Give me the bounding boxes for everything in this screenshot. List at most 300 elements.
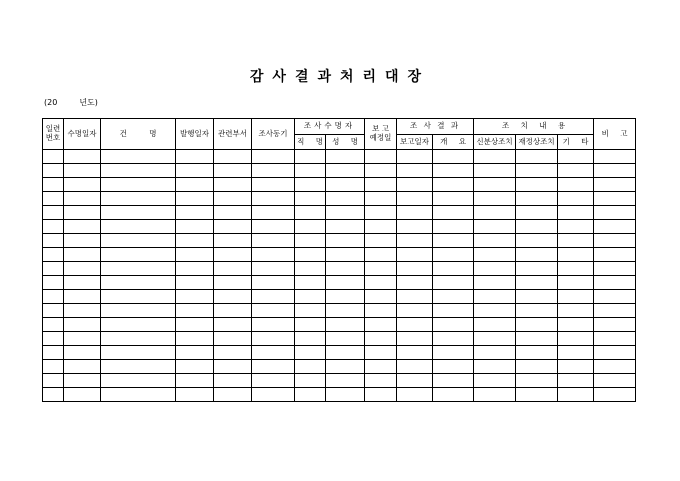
table-cell bbox=[474, 248, 516, 262]
table-row bbox=[43, 262, 636, 276]
table-cell bbox=[516, 192, 558, 206]
table-cell bbox=[295, 290, 326, 304]
header-remarks: 비 고 bbox=[594, 119, 636, 150]
table-cell bbox=[365, 276, 397, 290]
header-case-name: 건 명 bbox=[101, 119, 176, 150]
table-cell bbox=[64, 234, 101, 248]
table-cell bbox=[433, 262, 474, 276]
table-cell bbox=[101, 360, 176, 374]
table-cell bbox=[252, 150, 295, 164]
table-row bbox=[43, 346, 636, 360]
header-action-details: 조 치 내 용 bbox=[474, 119, 594, 135]
table-cell bbox=[558, 164, 594, 178]
table-cell bbox=[101, 164, 176, 178]
table-cell bbox=[295, 178, 326, 192]
table-cell bbox=[176, 248, 214, 262]
table-cell bbox=[295, 360, 326, 374]
table-cell bbox=[252, 276, 295, 290]
table-cell bbox=[516, 150, 558, 164]
table-row bbox=[43, 150, 636, 164]
table-cell bbox=[176, 290, 214, 304]
table-cell bbox=[594, 332, 636, 346]
table-cell bbox=[594, 290, 636, 304]
table-cell bbox=[101, 150, 176, 164]
table-cell bbox=[101, 220, 176, 234]
table-cell bbox=[326, 206, 365, 220]
table-cell bbox=[252, 346, 295, 360]
table-cell bbox=[295, 192, 326, 206]
table-cell bbox=[558, 262, 594, 276]
table-cell bbox=[397, 388, 433, 402]
table-row bbox=[43, 318, 636, 332]
table-cell bbox=[433, 346, 474, 360]
header-report-date: 보고일자 bbox=[397, 135, 433, 150]
table-cell bbox=[397, 150, 433, 164]
table-cell bbox=[474, 192, 516, 206]
table-cell bbox=[516, 304, 558, 318]
table-cell bbox=[433, 304, 474, 318]
table-cell bbox=[214, 262, 252, 276]
table-cell bbox=[326, 388, 365, 402]
table-cell bbox=[326, 346, 365, 360]
table-cell bbox=[516, 164, 558, 178]
table-cell bbox=[214, 388, 252, 402]
table-cell bbox=[295, 304, 326, 318]
table-cell bbox=[43, 248, 64, 262]
table-cell bbox=[252, 234, 295, 248]
audit-results-ledger-table bbox=[42, 118, 636, 402]
table-cell bbox=[594, 206, 636, 220]
table-row bbox=[43, 206, 636, 220]
table-cell bbox=[64, 192, 101, 206]
table-cell bbox=[558, 276, 594, 290]
table-cell bbox=[326, 234, 365, 248]
table-cell bbox=[295, 276, 326, 290]
table-cell bbox=[433, 234, 474, 248]
table-cell bbox=[397, 360, 433, 374]
table-row bbox=[43, 332, 636, 346]
table-cell bbox=[295, 248, 326, 262]
table-cell bbox=[516, 220, 558, 234]
table-cell bbox=[326, 360, 365, 374]
table-cell bbox=[365, 220, 397, 234]
table-cell bbox=[365, 248, 397, 262]
table-cell bbox=[252, 178, 295, 192]
table-cell bbox=[594, 150, 636, 164]
table-cell bbox=[101, 262, 176, 276]
table-cell bbox=[214, 360, 252, 374]
table-cell bbox=[397, 192, 433, 206]
table-cell bbox=[295, 318, 326, 332]
header-investigator: 조사수명자 bbox=[295, 119, 365, 135]
table-cell bbox=[326, 164, 365, 178]
table-cell bbox=[558, 206, 594, 220]
table-cell bbox=[433, 388, 474, 402]
table-cell bbox=[326, 248, 365, 262]
table-cell bbox=[474, 178, 516, 192]
table-cell bbox=[397, 262, 433, 276]
table-cell bbox=[101, 388, 176, 402]
table-cell bbox=[516, 276, 558, 290]
table-cell bbox=[64, 332, 101, 346]
table-cell bbox=[516, 374, 558, 388]
table-row bbox=[43, 304, 636, 318]
header-report-schedule: 보 고 예정일 bbox=[365, 119, 397, 150]
table-cell bbox=[397, 234, 433, 248]
table-cell bbox=[558, 248, 594, 262]
table-cell bbox=[43, 234, 64, 248]
table-cell bbox=[64, 304, 101, 318]
table-cell bbox=[326, 318, 365, 332]
table-cell bbox=[64, 346, 101, 360]
table-cell bbox=[214, 332, 252, 346]
table-cell bbox=[252, 388, 295, 402]
table-cell bbox=[326, 192, 365, 206]
table-cell bbox=[64, 206, 101, 220]
table-cell bbox=[252, 248, 295, 262]
table-cell bbox=[43, 150, 64, 164]
table-cell bbox=[252, 290, 295, 304]
table-row bbox=[43, 248, 636, 262]
table-cell bbox=[474, 206, 516, 220]
table-cell bbox=[474, 220, 516, 234]
table-cell bbox=[516, 206, 558, 220]
table-cell bbox=[365, 332, 397, 346]
fiscal-year-line bbox=[44, 97, 98, 108]
table-cell bbox=[101, 346, 176, 360]
table-cell bbox=[397, 374, 433, 388]
table-cell bbox=[176, 388, 214, 402]
table-row bbox=[43, 290, 636, 304]
table-cell bbox=[64, 388, 101, 402]
table-cell bbox=[474, 150, 516, 164]
table-cell bbox=[397, 164, 433, 178]
table-cell bbox=[516, 346, 558, 360]
table-cell bbox=[101, 304, 176, 318]
table-cell bbox=[295, 234, 326, 248]
table-cell bbox=[176, 332, 214, 346]
table-cell bbox=[101, 192, 176, 206]
table-cell bbox=[43, 290, 64, 304]
table-cell bbox=[252, 220, 295, 234]
header-position: 직 명 bbox=[295, 135, 326, 150]
table-cell bbox=[252, 164, 295, 178]
table-cell bbox=[64, 164, 101, 178]
table-cell bbox=[64, 318, 101, 332]
table-cell bbox=[43, 332, 64, 346]
table-cell bbox=[176, 276, 214, 290]
table-cell bbox=[176, 150, 214, 164]
table-cell bbox=[433, 276, 474, 290]
table-cell bbox=[474, 304, 516, 318]
table-row bbox=[43, 164, 636, 178]
table-cell bbox=[176, 262, 214, 276]
table-cell bbox=[516, 178, 558, 192]
table-cell bbox=[397, 290, 433, 304]
table-cell bbox=[64, 374, 101, 388]
table-cell bbox=[101, 332, 176, 346]
table-cell bbox=[474, 360, 516, 374]
table-cell bbox=[594, 220, 636, 234]
table-cell bbox=[326, 220, 365, 234]
table-cell bbox=[295, 220, 326, 234]
table-cell bbox=[594, 360, 636, 374]
table-cell bbox=[433, 360, 474, 374]
table-cell bbox=[516, 360, 558, 374]
table-cell bbox=[474, 276, 516, 290]
table-cell bbox=[474, 164, 516, 178]
table-cell bbox=[176, 234, 214, 248]
table-cell bbox=[474, 374, 516, 388]
table-cell bbox=[176, 178, 214, 192]
table-cell bbox=[474, 346, 516, 360]
table-cell bbox=[64, 150, 101, 164]
table-cell bbox=[43, 276, 64, 290]
table-row bbox=[43, 234, 636, 248]
table-cell bbox=[397, 318, 433, 332]
table-cell bbox=[397, 346, 433, 360]
table-cell bbox=[558, 374, 594, 388]
table-cell bbox=[594, 178, 636, 192]
table-cell bbox=[252, 304, 295, 318]
table-cell bbox=[214, 206, 252, 220]
table-cell bbox=[64, 262, 101, 276]
table-cell bbox=[43, 262, 64, 276]
table-cell bbox=[295, 164, 326, 178]
table-cell bbox=[214, 178, 252, 192]
table-cell bbox=[397, 276, 433, 290]
table-row bbox=[43, 276, 636, 290]
table-cell bbox=[295, 346, 326, 360]
ledger-title: 감사결과처리대장 bbox=[249, 69, 431, 85]
table-cell bbox=[558, 332, 594, 346]
table-cell bbox=[594, 276, 636, 290]
table-cell bbox=[558, 192, 594, 206]
ledger-body bbox=[43, 150, 636, 402]
table-cell bbox=[594, 318, 636, 332]
table-cell bbox=[43, 360, 64, 374]
table-cell bbox=[558, 220, 594, 234]
table-cell bbox=[214, 346, 252, 360]
table-cell bbox=[101, 234, 176, 248]
table-row bbox=[43, 374, 636, 388]
table-cell bbox=[295, 332, 326, 346]
header-name: 성 명 bbox=[326, 135, 365, 150]
table-cell bbox=[64, 220, 101, 234]
table-cell bbox=[365, 206, 397, 220]
table-cell bbox=[516, 318, 558, 332]
table-cell bbox=[397, 206, 433, 220]
table-cell bbox=[474, 318, 516, 332]
table-cell bbox=[176, 346, 214, 360]
table-cell bbox=[176, 304, 214, 318]
table-cell bbox=[365, 388, 397, 402]
table-cell bbox=[214, 304, 252, 318]
table-cell bbox=[295, 150, 326, 164]
table-row bbox=[43, 192, 636, 206]
table-cell bbox=[101, 374, 176, 388]
table-cell bbox=[252, 318, 295, 332]
header-personnel-action: 신분상조치 bbox=[474, 135, 516, 150]
table-cell bbox=[43, 164, 64, 178]
table-cell bbox=[101, 276, 176, 290]
table-cell bbox=[365, 192, 397, 206]
table-cell bbox=[474, 332, 516, 346]
table-cell bbox=[365, 318, 397, 332]
header-serial-number: 일련 번호 bbox=[43, 119, 64, 150]
table-cell bbox=[214, 374, 252, 388]
table-cell bbox=[326, 290, 365, 304]
table-cell bbox=[433, 164, 474, 178]
table-cell bbox=[474, 234, 516, 248]
header-audit-motive: 조사동기 bbox=[252, 119, 295, 150]
table-row bbox=[43, 388, 636, 402]
table-cell bbox=[326, 374, 365, 388]
table-cell bbox=[326, 262, 365, 276]
table-cell bbox=[433, 248, 474, 262]
table-cell bbox=[516, 332, 558, 346]
table-cell bbox=[516, 388, 558, 402]
table-cell bbox=[64, 276, 101, 290]
table-cell bbox=[433, 206, 474, 220]
table-cell bbox=[214, 234, 252, 248]
table-cell bbox=[64, 360, 101, 374]
table-cell bbox=[397, 332, 433, 346]
table-cell bbox=[326, 304, 365, 318]
header-order-date: 수명일자 bbox=[64, 119, 101, 150]
table-cell bbox=[214, 318, 252, 332]
table-row bbox=[43, 360, 636, 374]
table-cell bbox=[474, 290, 516, 304]
table-cell bbox=[176, 318, 214, 332]
table-cell bbox=[594, 164, 636, 178]
header-summary: 개 요 bbox=[433, 135, 474, 150]
table-cell bbox=[214, 290, 252, 304]
table-cell bbox=[594, 346, 636, 360]
table-cell bbox=[594, 234, 636, 248]
table-cell bbox=[64, 178, 101, 192]
table-cell bbox=[43, 346, 64, 360]
table-cell bbox=[516, 262, 558, 276]
table-cell bbox=[214, 164, 252, 178]
table-cell bbox=[397, 248, 433, 262]
table-cell bbox=[558, 150, 594, 164]
table-cell bbox=[558, 304, 594, 318]
table-cell bbox=[43, 220, 64, 234]
table-cell bbox=[43, 192, 64, 206]
table-cell bbox=[433, 332, 474, 346]
table-cell bbox=[43, 388, 64, 402]
table-cell bbox=[594, 248, 636, 262]
table-cell bbox=[558, 290, 594, 304]
table-cell bbox=[594, 192, 636, 206]
table-cell bbox=[295, 206, 326, 220]
year-prefix: (20 bbox=[44, 98, 58, 107]
table-cell bbox=[558, 234, 594, 248]
table-cell bbox=[365, 374, 397, 388]
table-cell bbox=[295, 262, 326, 276]
table-cell bbox=[594, 388, 636, 402]
table-cell bbox=[594, 304, 636, 318]
table-cell bbox=[176, 192, 214, 206]
header-audit-results: 조 사 결 과 bbox=[397, 119, 474, 135]
table-cell bbox=[397, 304, 433, 318]
table-cell bbox=[365, 178, 397, 192]
table-cell bbox=[101, 206, 176, 220]
table-cell bbox=[214, 192, 252, 206]
table-cell bbox=[326, 150, 365, 164]
table-cell bbox=[365, 304, 397, 318]
table-cell bbox=[365, 346, 397, 360]
table-cell bbox=[214, 248, 252, 262]
table-cell bbox=[295, 374, 326, 388]
table-cell bbox=[594, 374, 636, 388]
table-cell bbox=[252, 374, 295, 388]
table-cell bbox=[558, 178, 594, 192]
table-cell bbox=[365, 360, 397, 374]
table-cell bbox=[365, 290, 397, 304]
table-cell bbox=[433, 150, 474, 164]
table-cell bbox=[176, 360, 214, 374]
table-cell bbox=[433, 318, 474, 332]
table-cell bbox=[176, 206, 214, 220]
header-related-dept: 관련부서 bbox=[214, 119, 252, 150]
table-cell bbox=[214, 150, 252, 164]
table-cell bbox=[365, 234, 397, 248]
table-cell bbox=[214, 276, 252, 290]
table-cell bbox=[214, 220, 252, 234]
table-cell bbox=[64, 248, 101, 262]
table-cell bbox=[326, 276, 365, 290]
table-cell bbox=[365, 150, 397, 164]
table-cell bbox=[176, 164, 214, 178]
table-cell bbox=[433, 374, 474, 388]
table-cell bbox=[295, 388, 326, 402]
table-cell bbox=[101, 318, 176, 332]
table-cell bbox=[433, 178, 474, 192]
table-row bbox=[43, 178, 636, 192]
table-cell bbox=[43, 374, 64, 388]
table-cell bbox=[397, 178, 433, 192]
table-cell bbox=[474, 388, 516, 402]
table-cell bbox=[516, 234, 558, 248]
table-cell bbox=[365, 164, 397, 178]
table-cell bbox=[516, 248, 558, 262]
table-cell bbox=[101, 290, 176, 304]
table-cell bbox=[176, 374, 214, 388]
table-cell bbox=[252, 206, 295, 220]
table-cell bbox=[252, 332, 295, 346]
table-cell bbox=[433, 192, 474, 206]
table-cell bbox=[365, 262, 397, 276]
table-cell bbox=[558, 360, 594, 374]
table-cell bbox=[101, 178, 176, 192]
table-cell bbox=[176, 220, 214, 234]
table-cell bbox=[397, 220, 433, 234]
table-cell bbox=[43, 206, 64, 220]
table-cell bbox=[101, 248, 176, 262]
table-cell bbox=[594, 262, 636, 276]
table-cell bbox=[326, 332, 365, 346]
table-cell bbox=[43, 304, 64, 318]
table-cell bbox=[474, 262, 516, 276]
table-cell bbox=[516, 290, 558, 304]
table-cell bbox=[64, 290, 101, 304]
table-row bbox=[43, 220, 636, 234]
table-cell bbox=[43, 178, 64, 192]
table-cell bbox=[558, 346, 594, 360]
year-suffix: 년도) bbox=[79, 98, 98, 107]
